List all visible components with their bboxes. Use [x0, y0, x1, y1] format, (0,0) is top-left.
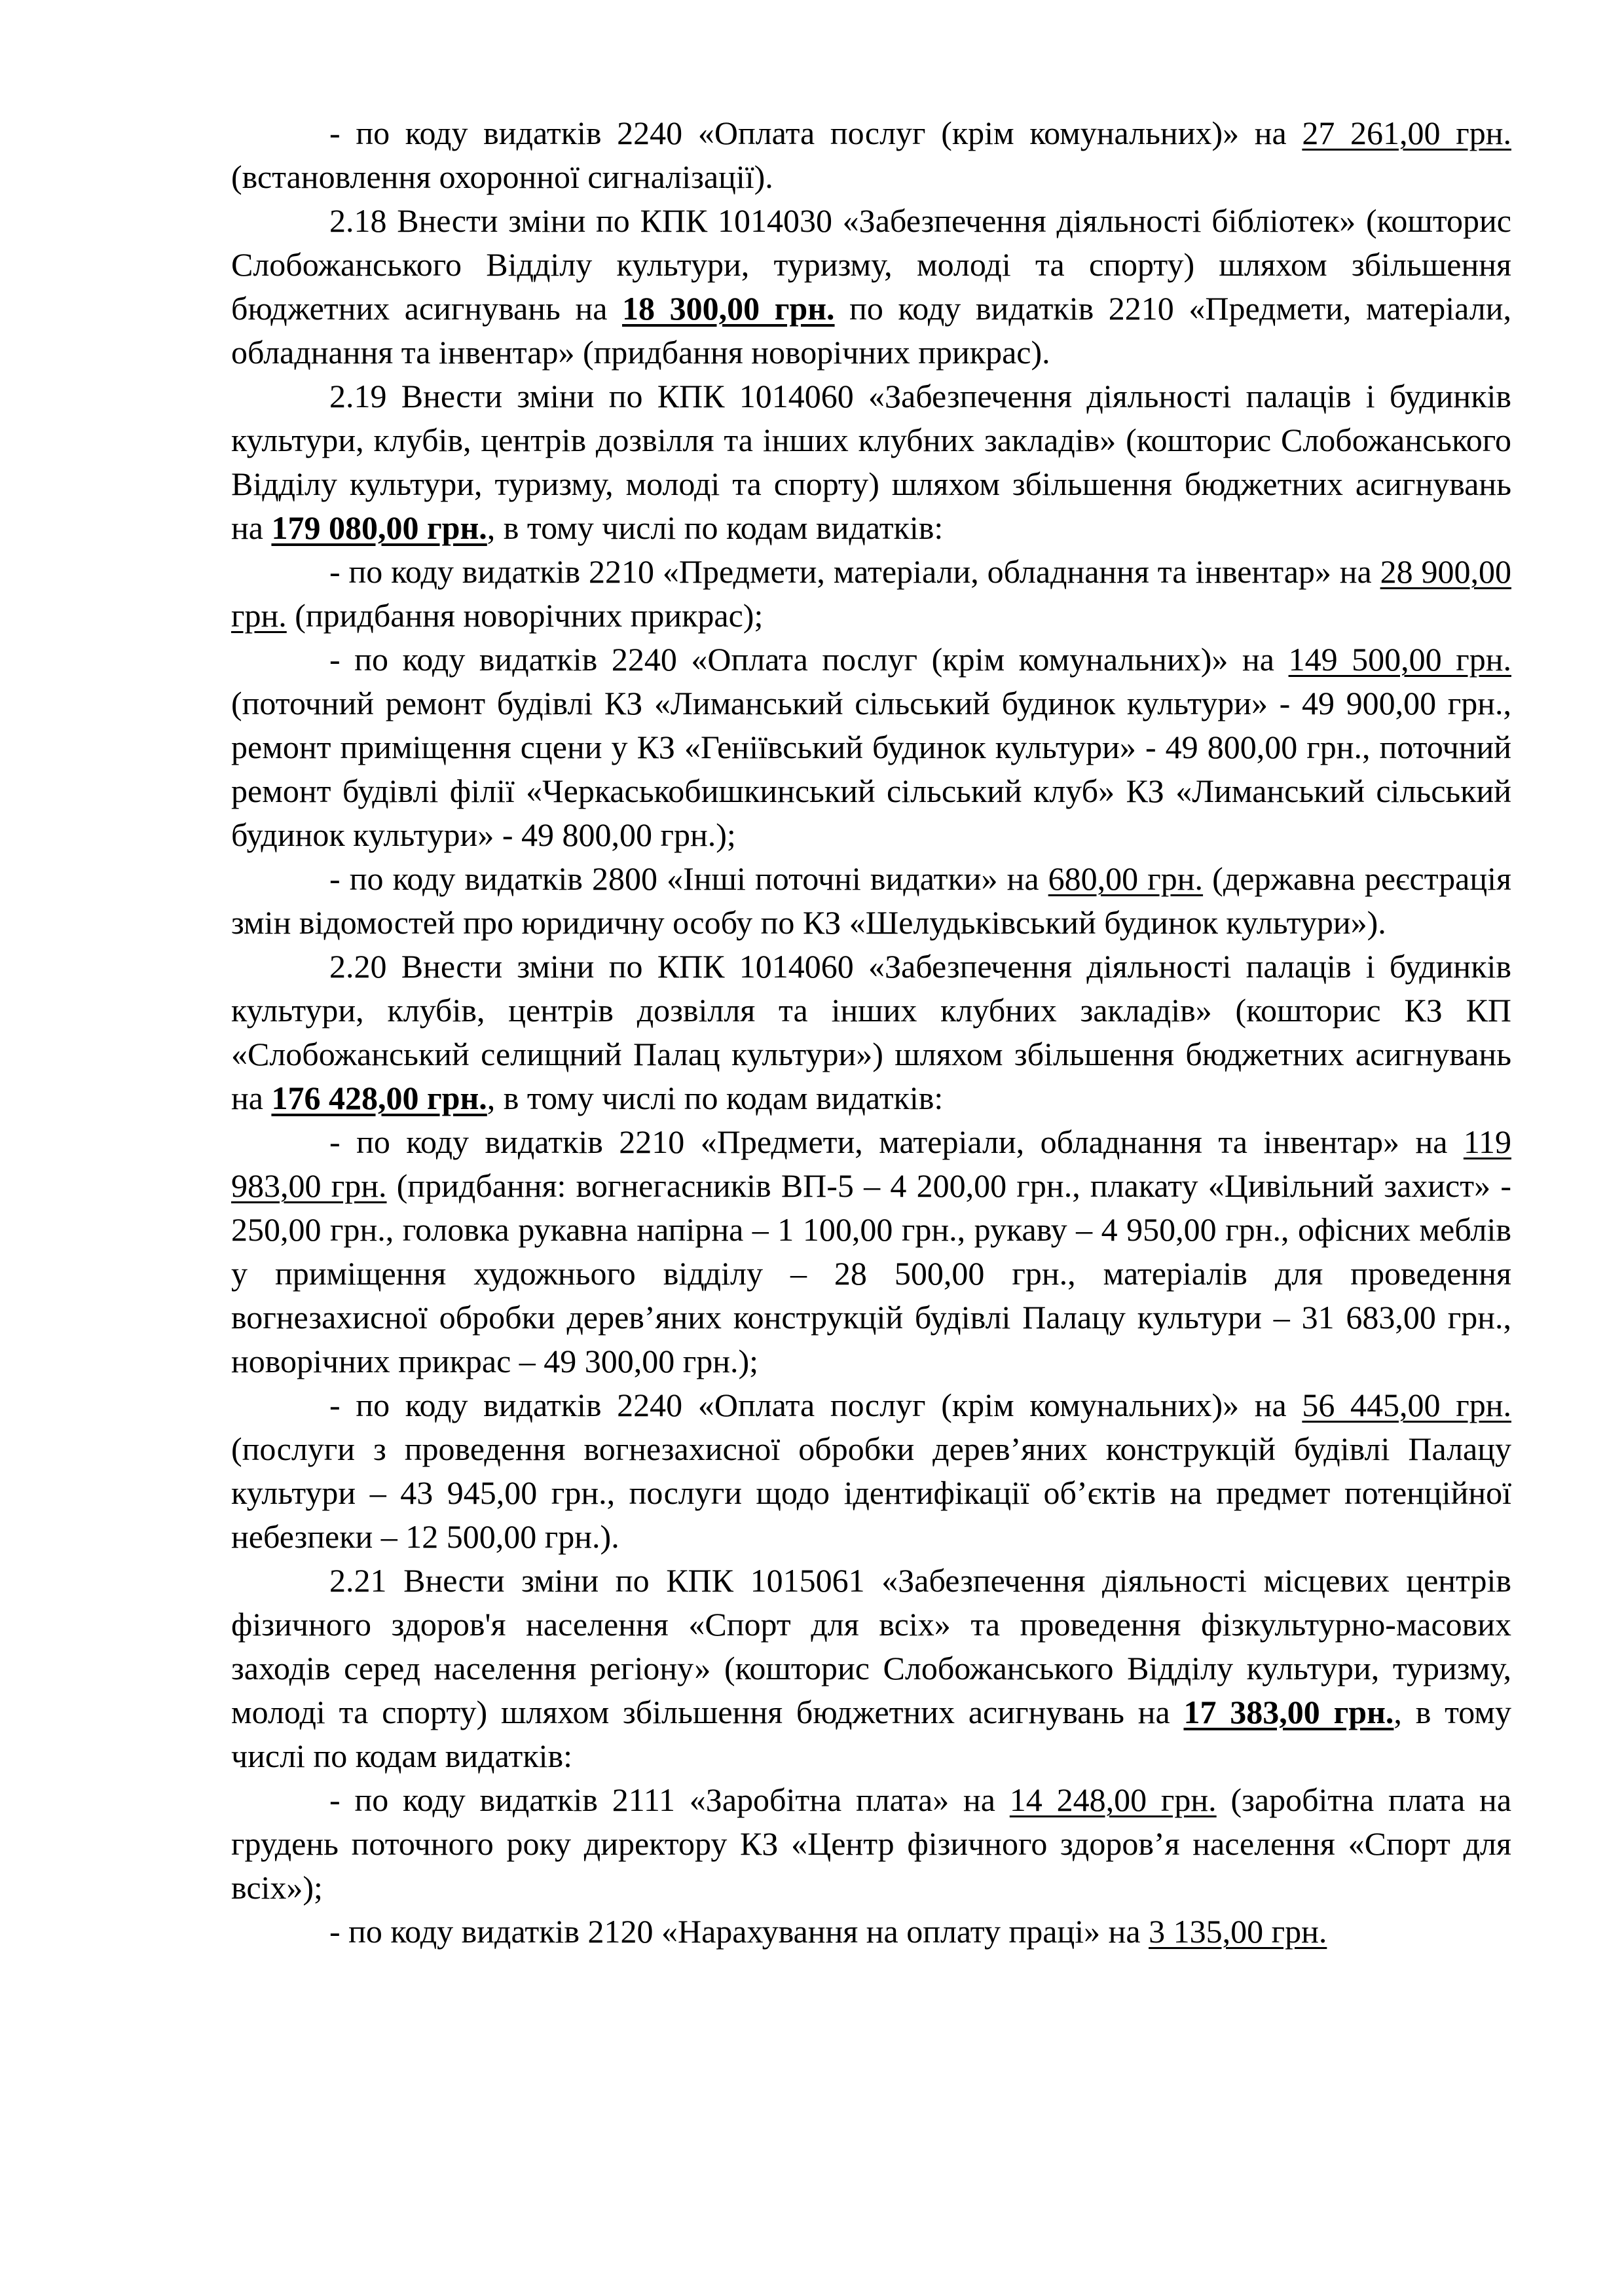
amount-bold-underlined: 18 300,00 грн. [622, 290, 835, 327]
paragraph-2-17-item-2240 [231, 111, 1511, 199]
text-run: , в тому числі по кодам видатків: [487, 1080, 944, 1116]
text-run: - по коду видатків 2111 «Заробітна плата» на [329, 1781, 1010, 1818]
text-run: (придбання новорічних прикрас); [286, 597, 764, 634]
text-run: - по коду видатків 2210 «Предмети, матеріали, обладнання та інвентар» на [329, 1123, 1464, 1160]
text-run: (встановлення охоронної сигналізації). [231, 158, 773, 195]
text-run: (заробітна плата на грудень поточного року директору КЗ «Центр фізичного здоров’я населення «Спорт для всіх»); [231, 1781, 1512, 1906]
paragraph-2-20-item-2240 [231, 1383, 1511, 1559]
text-run: 2.19 Внести зміни по КПК 1014060 «Забезпечення діяльності палаців і будинків культури, клубів, центрів дозвілля та інших клубних закладів» (кошторис Слобожанського Відділу культури, туризму, молоді та спорту) шляхом збільшення бюджетних асигнувань на [231, 378, 1511, 546]
paragraph-2-19-item-2240 [231, 638, 1511, 857]
amount-underlined: 119 983,00 грн. [231, 1123, 1511, 1204]
paragraph-2-21-item-2120 [231, 1910, 1511, 1954]
amount-underlined: 27 261,00 грн. [1302, 115, 1511, 151]
paragraph-2-20 [231, 945, 1511, 1120]
text-run: - по коду видатків 2240 «Оплата послуг (крім комунальних)» на [329, 1387, 1302, 1423]
amount-underlined: 56 445,00 грн. [1302, 1387, 1511, 1423]
amount-underlined: 14 248,00 грн. [1009, 1781, 1217, 1818]
text-run: 2.21 Внести зміни по КПК 1015061 «Забезпечення діяльності місцевих центрів фізичного здоров'я населення «Спорт для всіх» та проведення фізкультурно-масових заходів серед населення регіону» (кошторис Слобожанського Відділу культури, туризму, молоді та спорту) шляхом збільшення бюджетних асигнувань на [231, 1562, 1511, 1730]
paragraph-2-21-item-2111 [231, 1778, 1511, 1910]
paragraph-2-18 [231, 199, 1511, 374]
paragraph-2-19-item-2210 [231, 550, 1511, 638]
amount-bold-underlined: 179 080,00 грн. [271, 509, 487, 546]
amount-underlined: 149 500,00 грн. [1288, 641, 1511, 678]
text-run: (поточний ремонт будівлі КЗ «Лиманський сільський будинок культури» - 49 900,00 грн., ремонт приміщення сцени у КЗ «Геніївський будинок культури» - 49 800,00 грн., поточний ремонт будівлі філії «Черкаськобишкинський сільський клуб» КЗ «Лиманський сільський будинок культури» - 49 800,00 грн.); [231, 685, 1511, 853]
text-run: - по коду видатків 2120 «Нарахування на оплату праці» на [329, 1913, 1149, 1950]
paragraph-2-19-item-2800 [231, 857, 1511, 945]
text-run: по коду видатків 2210 «Предмети, матеріали, обладнання та інвентар» (придбання новорічних прикрас). [231, 290, 1512, 371]
amount-underlined: 680,00 грн. [1048, 860, 1204, 897]
text-run: 2.20 Внести зміни по КПК 1014060 «Забезпечення діяльності палаців і будинків культури, клубів, центрів дозвілля та інших клубних закладів» (кошторис КЗ КП «Слобожанський селищний Палац культури») шляхом збільшення бюджетних асигнувань на [231, 948, 1511, 1116]
text-run: - по коду видатків 2800 «Інші поточні видатки» на [329, 860, 1048, 897]
amount-bold-underlined: 176 428,00 грн. [271, 1080, 487, 1116]
paragraph-2-20-item-2210 [231, 1120, 1511, 1383]
amount-bold-underlined: 17 383,00 грн. [1183, 1694, 1394, 1730]
paragraph-2-21 [231, 1559, 1511, 1778]
text-run: 2.18 Внести зміни по КПК 1014030 «Забезпечення діяльності бібліотек» (кошторис Слобожанського Відділу культури, туризму, молоді та спорту) шляхом збільшення бюджетних асигнувань на [231, 202, 1511, 327]
text-run: - по коду видатків 2240 «Оплата послуг (крім комунальних)» на [329, 115, 1302, 151]
amount-underlined: 3 135,00 грн. [1149, 1913, 1327, 1950]
text-run: , в тому числі по кодам видатків: [487, 509, 944, 546]
text-run: (послуги з проведення вогнезахисної обробки дерев’яних конструкцій будівлі Палацу культури – 43 945,00 грн., послуги щодо ідентифікації об’єктів на предмет потенційної небезпеки – 12 500,00 грн.). [231, 1430, 1511, 1555]
text-run: , в тому числі по кодам видатків: [231, 1694, 1511, 1774]
amount-underlined: 28 900,00 грн. [231, 553, 1512, 634]
text-run: - по коду видатків 2210 «Предмети, матеріали, обладнання та інвентар» на [329, 553, 1380, 590]
document-page [231, 111, 1511, 1954]
text-run: (придбання: вогнегасників ВП-5 – 4 200,00 грн., плакату «Цивільний захист» - 250,00 грн., головка рукавна напірна – 1 100,00 грн., рукаву – 4 950,00 грн., офісних меблів у приміщення художнього відділу – 28 500,00 грн., матеріалів для проведення вогнезахисної обробки дерев’яних конструкцій будівлі Палацу культури – 31 683,00 грн., новорічних прикрас – 49 300,00 грн.); [231, 1167, 1511, 1379]
text-run: (державна реєстрація змін відомостей про юридичну особу по КЗ «Шелудьківський будинок культури»). [231, 860, 1512, 941]
text-run: - по коду видатків 2240 «Оплата послуг (крім комунальних)» на [329, 641, 1289, 678]
paragraph-2-19 [231, 374, 1511, 550]
